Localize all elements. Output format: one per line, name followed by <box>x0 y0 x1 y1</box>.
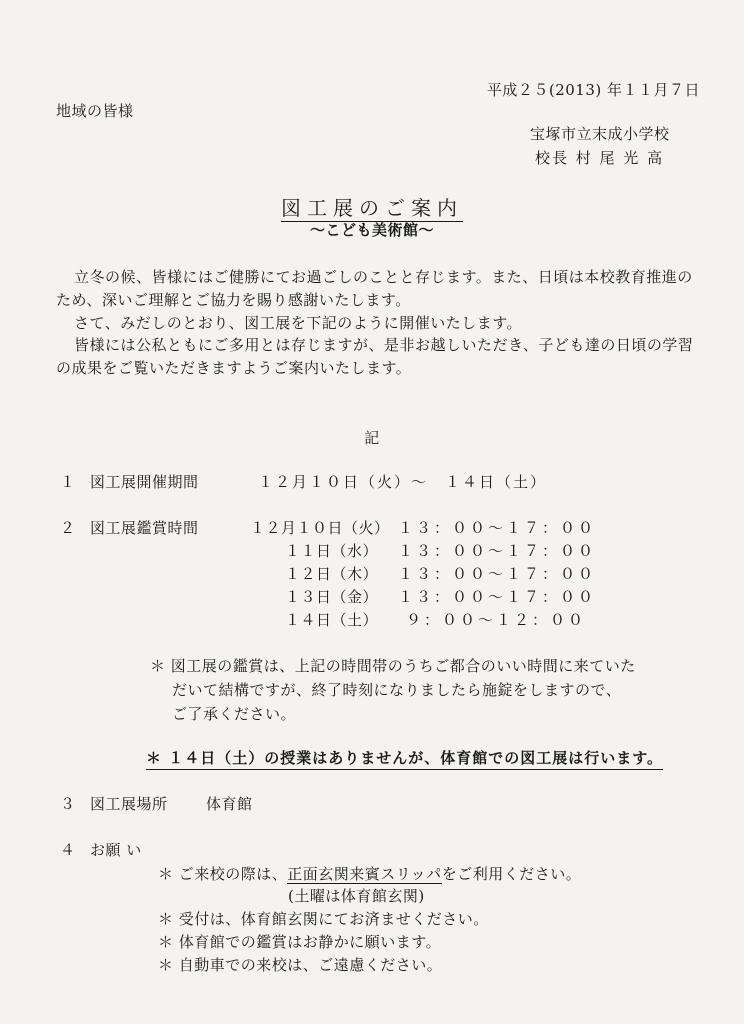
issue-date: 平成２５(2013) 年１１月７日 <box>486 81 700 99</box>
schedule-time: １３：００～１７：００ <box>398 565 597 583</box>
request-item: ＊ 受付は、体育館玄関にてお済ませください。 <box>158 910 489 928</box>
item-label: 図工展場所 <box>90 795 168 813</box>
viewing-note-line: ＊ 図工展の鑑賞は、上記の時間帯のうちご都合のいい時間に来ていた <box>150 657 636 675</box>
school-name: 宝塚市立末成小学校 <box>530 125 670 143</box>
viewing-note-line: だいて結構ですが、終了時刻になりましたら施錠をしますので、 <box>172 681 622 699</box>
viewing-note-line: ご了承ください。 <box>172 705 297 723</box>
request-subnote: (土曜は体育館玄関) <box>288 887 425 905</box>
item-label: お願 い <box>90 841 142 859</box>
request-item: ＊ 体育館での鑑賞はお静かに願います。 <box>158 933 442 951</box>
item-label: 図工展鑑賞時間 <box>90 519 199 537</box>
slipper-note: 正面玄関来賓スリッパ <box>287 865 442 883</box>
recipient: 地域の皆様 <box>56 102 134 120</box>
request-text: ＊ ご来校の際は、 <box>158 865 288 883</box>
schedule-day: １１日（水） <box>284 542 378 560</box>
schedule-time: １３：００～１７：００ <box>398 588 597 606</box>
item-number: ３ <box>60 795 76 813</box>
schedule-time: ９：００～１２：００ <box>405 611 586 629</box>
schedule-day: １２月１０日（火） <box>250 519 390 537</box>
request-item <box>158 864 581 884</box>
item-number: ４ <box>60 841 76 859</box>
ki-heading: 記 <box>364 429 380 447</box>
schedule-day: １３日（金） <box>284 588 378 606</box>
location-value: 体育館 <box>206 795 253 813</box>
period-value: １２月１０日（火）～ １４日（土） <box>258 473 548 491</box>
body-paragraph: 皆様には公私ともにご多用とは存じますが、是非お越しいただき、子ども達の日頃の学習の成果をご覧いただきますようご案内いたします。 <box>56 336 694 377</box>
item-label: 図工展開催期間 <box>90 473 199 491</box>
body-paragraph: さて、みだしのとおり、図工展を下記のように開催いたします。 <box>74 314 523 332</box>
schedule-day: １２日（木） <box>284 565 378 583</box>
request-text: をご利用ください。 <box>441 865 582 883</box>
item-number: １ <box>60 473 76 491</box>
principal-name: 校長 村 尾 光 高 <box>535 149 665 167</box>
body-paragraph: 立冬の候、皆様にはご健勝にてお過ごしのことと存じます。また、日頃は本校教育推進のため、深いご理解とご協力を賜り感謝いたします。 <box>56 268 693 309</box>
request-item: ＊ 自動車での来校は、ご遠慮ください。 <box>158 956 443 974</box>
schedule-time: １３：００～１７：００ <box>398 542 597 560</box>
schedule-time: １３：００～１７：００ <box>398 519 597 537</box>
document-title: 図工展のご案内 <box>281 196 463 220</box>
item-number: ２ <box>60 519 76 537</box>
document-title-wrap <box>0 195 744 221</box>
document-subtitle: ～こども美術館～ <box>309 221 434 239</box>
saturday-notice: ＊ １４日（土）の授業はありませんが、体育館での図工展は行います。 <box>146 748 663 770</box>
schedule-day: １４日（土） <box>284 611 378 629</box>
